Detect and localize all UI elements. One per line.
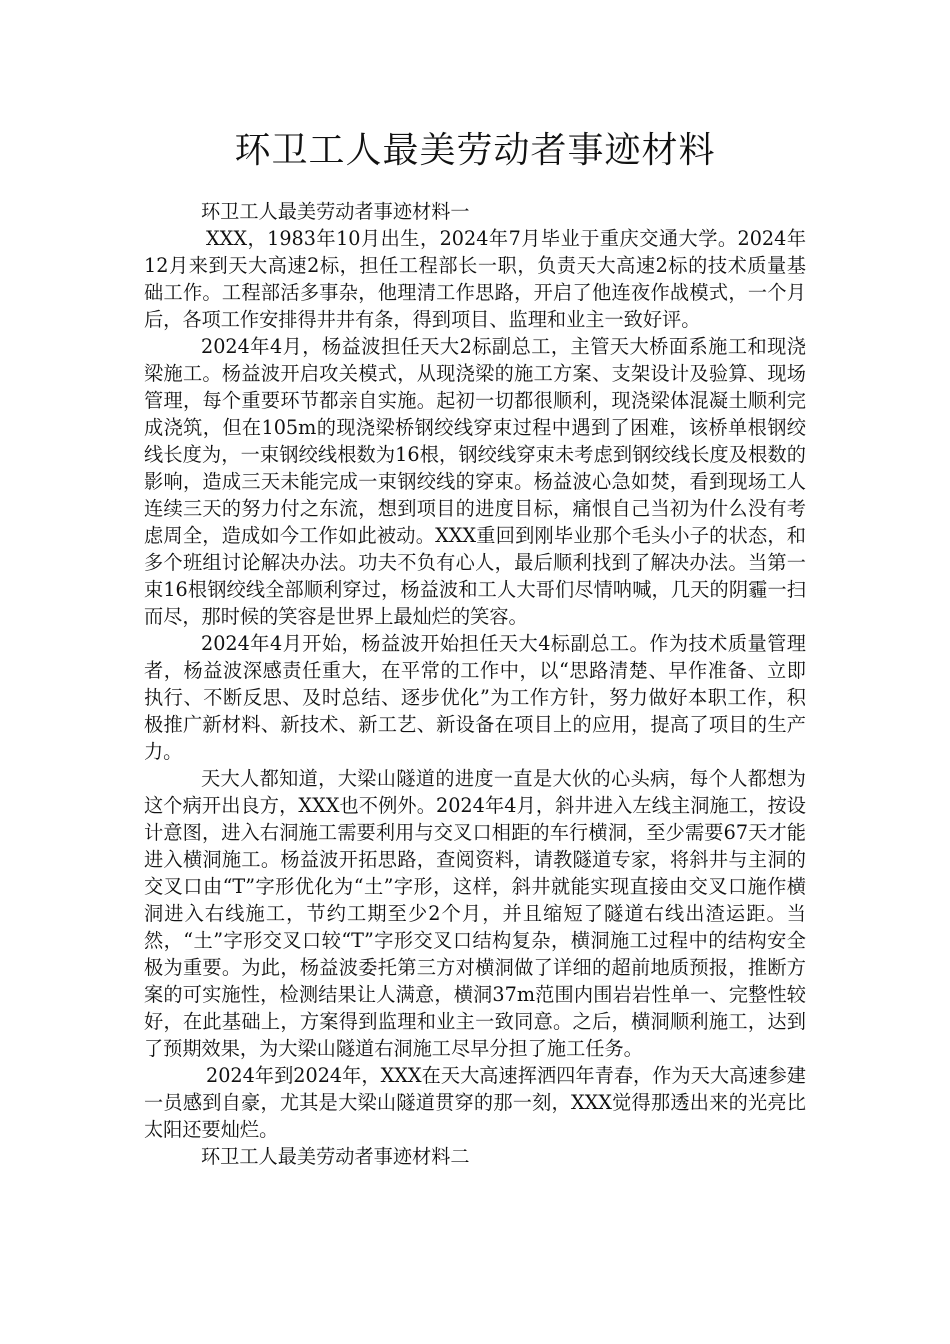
paragraph-1: XXX，1983年10月出生，2024年7月毕业于重庆交通大学。2024年12月来到天大高速2标，担任工程部长一职，负责天大高速2标的技术质量基础工作。工程部活多事杂，他理清工作思路，开启了他连夜作战模式，一个月后，各项工作安排得井井有条，得到项目、监理和业主一致好评。 <box>144 227 806 331</box>
document-title: 环卫工人最美劳动者事迹材料 <box>234 130 716 171</box>
paragraph-3: 2024年4月开始，杨益波开始担任天大4标副总工。作为技术质量管理者，杨益波深感责任重大，在平常的工作中，以“思路清楚、早作准备、立即执行、不断反思、及时总结、逐步优化”为工作方针，努力做好本职工作，积极推广新材料、新技术、新工艺、新设备在项目上的应用，提高了项目的生产力。 <box>144 632 806 763</box>
paragraph-4: 天大人都知道，大梁山隧道的进度一直是大伙的心头病，每个人都想为这个病开出良方，XXX也不例外。2024年4月，斜井进入左线主洞施工，按设计意图，进入右洞施工需要利用与交叉口相距的车行横洞，至少需要67天才能进入横洞施工。杨益波开拓思路，查阅资料，请教隧道专家，将斜井与主洞的交叉口由“T”字形优化为“土”字形，这样，斜井就能实现直接由交叉口施作横洞进入右线施工，节约工期至少2个月，并且缩短了隧道右线出渣运距。当然，“土”字形交叉口较“T”字形交叉口结构复杂，横洞施工过程中的结构安全极为重要。为此，杨益波委托第三方对横洞做了详细的超前地质预报，推断方案的可实施性，检测结果让人满意，横洞37m范围内围岩岩性单一、完整性较好，在此基础上，方案得到监理和业主一致同意。之后，横洞顺利施工，达到了预期效果，为大梁山隧道右洞施工尽早分担了施工任务。 <box>144 767 806 1060</box>
paragraph-2: 2024年4月，杨益波担任天大2标副总工，主管天大桥面系施工和现浇梁施工。杨益波开启攻关模式，从现浇梁的施工方案、支架设计及验算、现场管理，每个重要环节都亲自实施。起初一切都很顺利，现浇梁体混凝土顺利完成浇筑，但在105m的现浇梁桥钢绞线穿束过程中遇到了困难，该桥单根钢绞线长度为，一束钢绞线根数为16根，钢绞线穿束未考虑到钢绞线长度及根数的影响，造成三天未能完成一束钢绞线的穿束。杨益波心急如焚，看到现场工人连续三天的努力付之东流，想到项目的进度目标，痛恨自己当初为什么没有考虑周全，造成如今工作如此被动。XXX重回到刚毕业那个毛头小子的状态，和多个班组讨论解决办法。功夫不负有心人，最后顺利找到了解决办法。当第一束16根钢绞线全部顺利穿过，杨益波和工人大哥们尽情呐喊，几天的阴霾一扫而尽，那时候的笑容是世界上最灿烂的笑容。 <box>144 335 806 628</box>
paragraph-5: 2024年到2024年，XXX在天大高速挥洒四年青春，作为天大高速参建一员感到自豪，尤其是大梁山隧道贯穿的那一刻，XXX觉得那透出来的光亮比太阳还要灿烂。 <box>144 1064 806 1141</box>
document-body <box>144 198 806 1170</box>
section-heading-2: 环卫工人最美劳动者事迹材料二 <box>201 1145 470 1168</box>
section-heading-1: 环卫工人最美劳动者事迹材料一 <box>201 200 470 223</box>
